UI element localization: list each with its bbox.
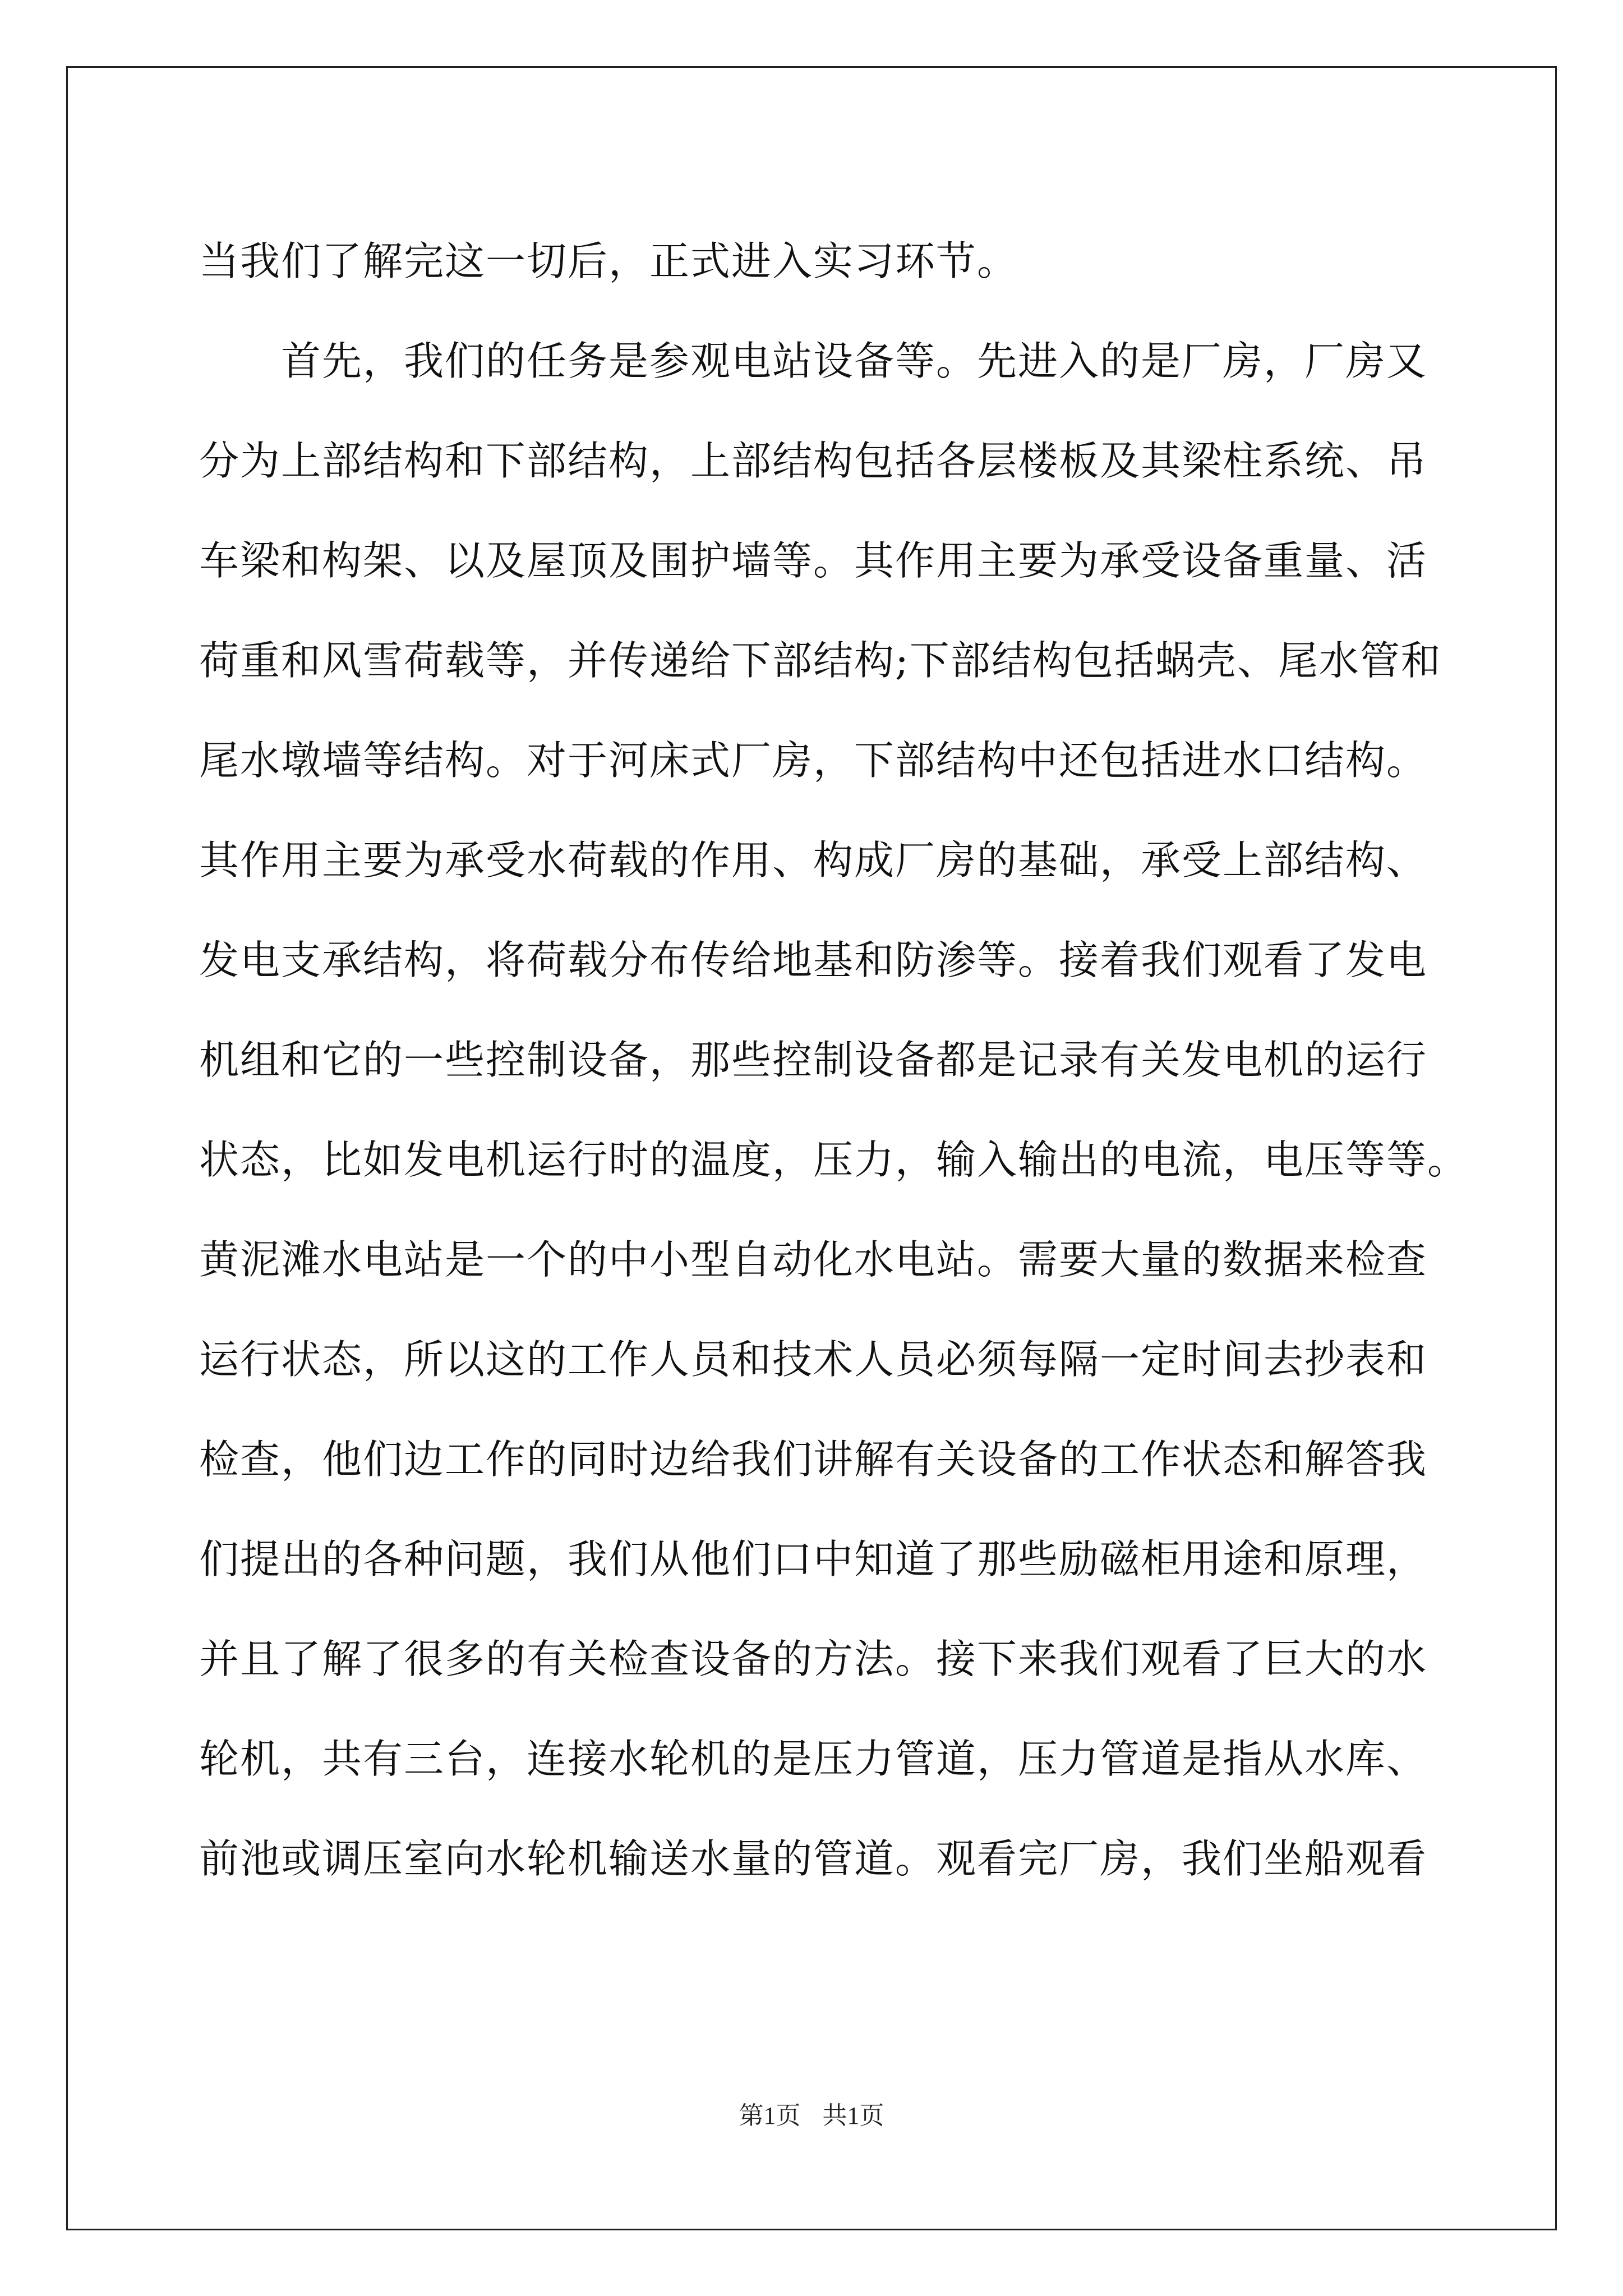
text-line: 其作用主要为承受水荷载的作用、构成厂房的基础，承受上部结构、 xyxy=(199,837,1428,884)
text-line: 黄泥滩水电站是一个的中小型自动化水电站。需要大量的数据来检查 xyxy=(199,1236,1428,1283)
text-line: 发电支承结构，将荷载分布传给地基和防渗等。接着我们观看了发电 xyxy=(199,937,1428,983)
text-line: 状态，比如发电机运行时的温度，压力，输入输出的电流，电压等等。 xyxy=(199,1137,1469,1183)
text-line: 机组和它的一些控制设备，那些控制设备都是记录有关发电机的运行 xyxy=(199,1037,1428,1083)
page-footer xyxy=(0,2095,1623,2131)
text-line: 首先，我们的任务是参观电站设备等。先进入的是厂房，厂房又 xyxy=(199,338,1428,384)
text-line: 荷重和风雪荷载等，并传递给下部结构;下部结构包括蜗壳、尾水管和 xyxy=(199,637,1442,684)
text-line: 检查，他们边工作的同时边给我们讲解有关设备的工作状态和解答我 xyxy=(199,1436,1428,1483)
document-body xyxy=(199,211,1469,1909)
text-line: 轮机，共有三台，连接水轮机的是压力管道，压力管道是指从水库、 xyxy=(199,1736,1428,1782)
page-number: 第1页 xyxy=(739,2102,801,2129)
text-line: 运行状态，所以这的工作人员和技术人员必须每隔一定时间去抄表和 xyxy=(199,1336,1428,1383)
text-line: 们提出的各种问题，我们从他们口中知道了那些励磁柜用途和原理， xyxy=(199,1536,1428,1582)
text-line: 车梁和构架、以及屋顶及围护墙等。其作用主要为承受设备重量、活 xyxy=(199,537,1428,584)
page-total: 共1页 xyxy=(822,2102,884,2129)
text-line: 前池或调压室向水轮机输送水量的管道。观看完厂房，我们坐船观看 xyxy=(199,1835,1428,1882)
text-line: 当我们了解完这一切后，正式进入实习环节。 xyxy=(199,238,1018,284)
text-line: 并且了解了很多的有关检查设备的方法。接下来我们观看了巨大的水 xyxy=(199,1636,1428,1682)
text-line: 分为上部结构和下部结构，上部结构包括各层楼板及其梁柱系统、吊 xyxy=(199,438,1428,484)
text-line: 尾水墩墙等结构。对于河床式厂房，下部结构中还包括进水口结构。 xyxy=(199,737,1428,784)
